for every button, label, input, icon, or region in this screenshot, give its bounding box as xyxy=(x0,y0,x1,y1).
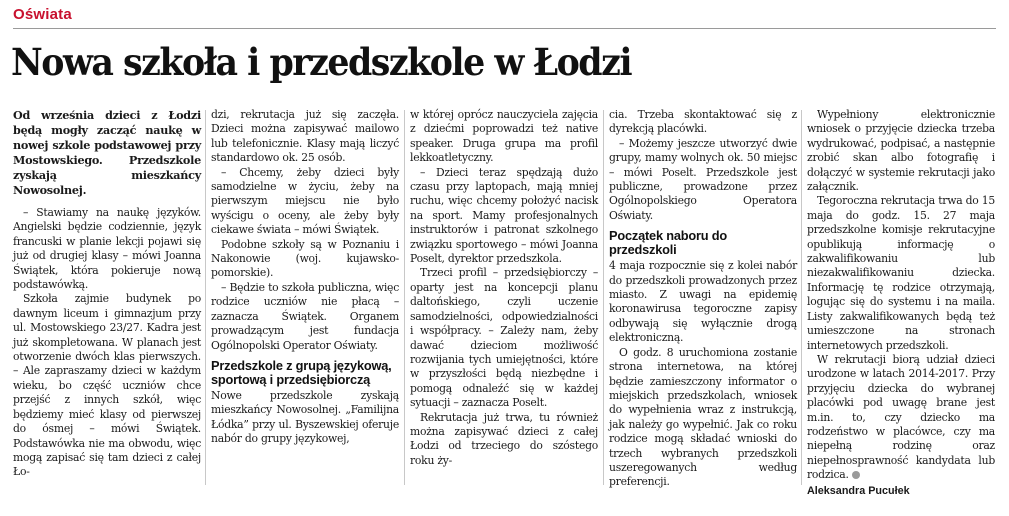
article-paragraph: – Będzie to szkoła publiczna, więc rodzice uczniów nie płacą – zaznacza Świątek. Organem prowadzącym jest fundacja Ogólnopolski Operator Oświaty. xyxy=(211,280,399,352)
article-column-4 xyxy=(609,108,797,490)
top-rule xyxy=(13,28,996,29)
article-paragraph: – Możemy jeszcze utworzyć dwie grupy, mamy wolnych ok. 50 miejsc – mówi Poselt. Przedszkole jest publiczne, prowadzone przez Ogólnopolskiego Operatora Oświaty. xyxy=(609,136,797,222)
article-paragraph: Trzeci profil – przedsiębiorczy – oparty jest na koncepcji planu daltońskiego, czyli uczenie samodzielności, odpowiedzialności i współpracy. – Zależy nam, żeby dawać dzieciom możliwość rozwijania tych umiejętności, które w przyszłości będą niezbędne i pomogą odnaleźć się w każdej sytuacji – zaznacza Poselt. xyxy=(410,266,598,410)
article-paragraph: Nowe przedszkole zyskają mieszkańcy Nowosolnej. „Familijna Łódka” przy ul. Byszewskiej oferuje nabór do grupy językowej, xyxy=(211,388,399,446)
article-paragraph: w której oprócz nauczyciela zajęcia z dziećmi poprowadzi też native speaker. Druga grupa ma profil lekkoatletyczny. xyxy=(410,108,598,165)
article-subheading: Przedszkole z grupą językową, sportową i przedsiębiorczą xyxy=(211,357,392,387)
article-paragraph: Wypełniony elektronicznie wniosek o przyjęcie dziecka trzeba wydrukować, podpisać, a następnie zrobić skan albo fotografię i dołączyć w systemie rekrutacji jako załącznik. xyxy=(807,108,995,194)
article-paragraph: W rekrutacji biorą udział dzieci urodzone w latach 2014-2017. Przy przyjęciu dziecka do wybranej placówki pod uwagę brane jest m.in. to, czy dziecko ma rodzeństwo w placówce, czy ma niepełną rodzinę oraz niepełnosprawność kandydata lub rodzica. xyxy=(807,352,995,482)
article-column-3 xyxy=(410,108,598,468)
article-column-2 xyxy=(211,108,399,447)
article-paragraph: dzi, rekrutacja już się zaczęła. Dzieci można zapisywać mailowo lub telefonicznie. Klasy mają liczyć standardowo ok. 25 osób. xyxy=(211,108,399,165)
article-paragraph: O godz. 8 uruchomiona zostanie strona internetowa, na której będzie zamieszczony informator o miejskich przedszkolach, wniosek do wypełnienia wraz z instrukcją, jak należy go wypełnić. Jak co roku rodzice mogą składać wnioski do trzech wybranych przedszkoli uszeregowanych według preferencji. xyxy=(609,345,797,489)
article-column-1 xyxy=(13,108,201,480)
article-paragraph: Tegoroczna rekrutacja trwa do 15 maja do godz. 15. 27 maja przedszkolne komisje rekrutacyjne opublikują informację o zakwalifikowaniu lub niezakwalifikowaniu dziecka. Informację tę rodzice otrzymają, logując się do systemu i na maila. Listy zakwalifikowanych będą też umieszczone na stronach internetowych przedszkoli. xyxy=(807,194,995,352)
column-divider xyxy=(603,110,604,485)
article-subheading: Początek naboru do przedszkoli xyxy=(609,228,727,258)
article-paragraph: cia. Trzeba skontaktować się z dyrekcją placówki. xyxy=(609,108,797,136)
end-of-article-icon xyxy=(852,471,860,479)
author-byline: Aleksandra Pucułek xyxy=(807,484,910,497)
article-paragraph: – Stawiamy na naukę języków. Angielski będzie codziennie, język francuski w planie lekcji pojawi się już od drugiej klasy – mówi Joanna Świątek, która pokieruje nową podstawówką. xyxy=(13,206,201,292)
article-paragraph: Rekrutacja już trwa, tu również można zapisywać dzieci z całej Łodzi od trzeciego do szóstego roku ży- xyxy=(410,410,598,467)
article-paragraph: Podobne szkoły są w Poznaniu i Nakonowie (woj. kujawsko-pomorskie). xyxy=(211,237,399,280)
article-paragraph: 4 maja rozpocznie się z kolei nabór do przedszkoli prowadzonych przez miasto. Z uwagi na epidemię koronawirusa tegoroczne zapisy odbywają się wyłącznie drogą elektroniczną. xyxy=(609,259,797,345)
article-paragraph: Szkoła zajmie budynek po dawnym liceum i gimnazjum przy ul. Mostowskiego 23/27. Kadra jest już skompletowana. W planach jest otworzenie dwóch klas pierwszych. – Ale zapraszamy dzieci w każdym wieku, bo część uczniów chce przejść z innych szkół, więc będziemy mieć klasy od pierwszej do ósmej – mówi Świątek. Podstawówka nie ma obwodu, więc mogą zapisać się tam dzieci z całej Ło- xyxy=(13,292,201,479)
article-paragraph: – Dzieci teraz spędzają dużo czasu przy laptopach, mają mniej ruchu, więc chcemy położyć nacisk na sport. Mamy profesjonalnych instruktorów i patronat szkolnego związku sportowego – mówi Joanna Poselt, dyrektor przedszkola. xyxy=(410,165,598,266)
article-lead: Od września dzieci z Łodzi będą mogły zacząć naukę w nowej szkole podstawowej przy Mostowskiego. Przedszkole zyskają mieszkańcy Nowosolnej. xyxy=(13,108,201,197)
article-column-5 xyxy=(807,108,995,498)
column-divider xyxy=(801,110,802,485)
article-headline: Nowa szkoła i przedszkole w Łodzi xyxy=(11,40,632,84)
column-divider xyxy=(205,110,206,485)
column-divider xyxy=(404,110,405,485)
section-label[interactable]: Oświata xyxy=(13,6,72,23)
article-paragraph: – Chcemy, żeby dzieci były samodzielne w życiu, żeby na pierwszym miejscu nie było wyścigu o oceny, ale żeby były ciekawe świata – mówi Świątek. xyxy=(211,165,399,237)
